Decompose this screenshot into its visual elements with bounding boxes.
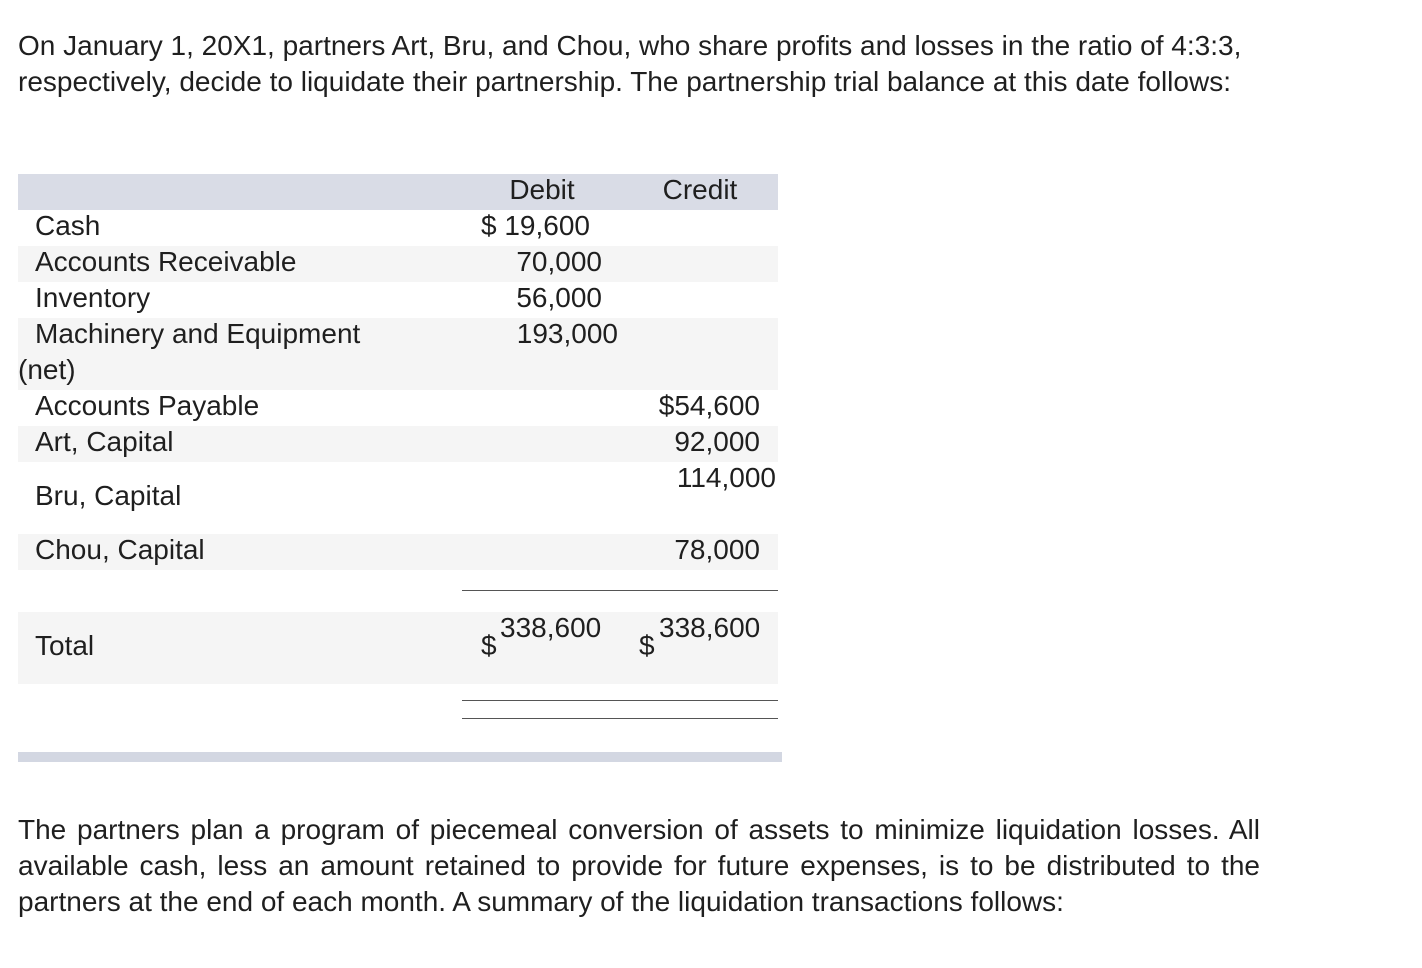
account-label: Chou, Capital bbox=[35, 534, 205, 565]
total-double-rule-bottom bbox=[462, 718, 778, 719]
debit-amount: $ 19,600 bbox=[481, 210, 590, 241]
outro-paragraph: The partners plan a program of piecemeal conversion of assets to minimize liquidation losses. All available cash, less an amount retained to provide for future expenses, is to be distributed to the partners at the end of each month. A summary of the liquidation transactions follows: bbox=[18, 814, 1260, 917]
account-label: Accounts Receivable bbox=[35, 246, 297, 277]
account-label: Cash bbox=[35, 210, 101, 241]
total-credit-symbol: $ bbox=[639, 630, 655, 661]
debit-amount: 56,000 bbox=[516, 282, 602, 313]
total-label: Total bbox=[35, 630, 95, 661]
debit-header: Debit bbox=[509, 174, 575, 205]
credit-amount: 92,000 bbox=[674, 426, 760, 457]
debit-amount: 193,000 bbox=[516, 318, 618, 349]
credit-header: Credit bbox=[662, 174, 738, 205]
credit-amount: 114,000 bbox=[676, 462, 776, 493]
total-credit-amount: 338,600 bbox=[659, 612, 761, 643]
account-label: Art, Capital bbox=[35, 426, 174, 457]
total-double-rule-top bbox=[462, 700, 778, 701]
account-label: Bru, Capital bbox=[35, 480, 182, 511]
intro-paragraph: On January 1, 20X1, partners Art, Bru, and Chou, who share profits and losses in the ratio of 4:3:3, respectively, decide to liquidate their partnership. The partnership trial balance at this date follows: bbox=[18, 30, 1242, 97]
account-label: Accounts Payable bbox=[35, 390, 260, 421]
total-debit-amount: 338,600 bbox=[500, 612, 602, 643]
credit-amount: $54,600 bbox=[658, 390, 760, 421]
account-label: Inventory bbox=[35, 282, 151, 313]
subtotal-rule bbox=[462, 590, 778, 591]
debit-amount: 70,000 bbox=[516, 246, 602, 277]
account-label-continued: (net) bbox=[18, 354, 76, 385]
total-debit-symbol: $ bbox=[481, 630, 497, 661]
account-label: Machinery and Equipment bbox=[35, 318, 361, 349]
table-bottom-bar bbox=[18, 752, 782, 762]
credit-amount: 78,000 bbox=[674, 534, 760, 565]
